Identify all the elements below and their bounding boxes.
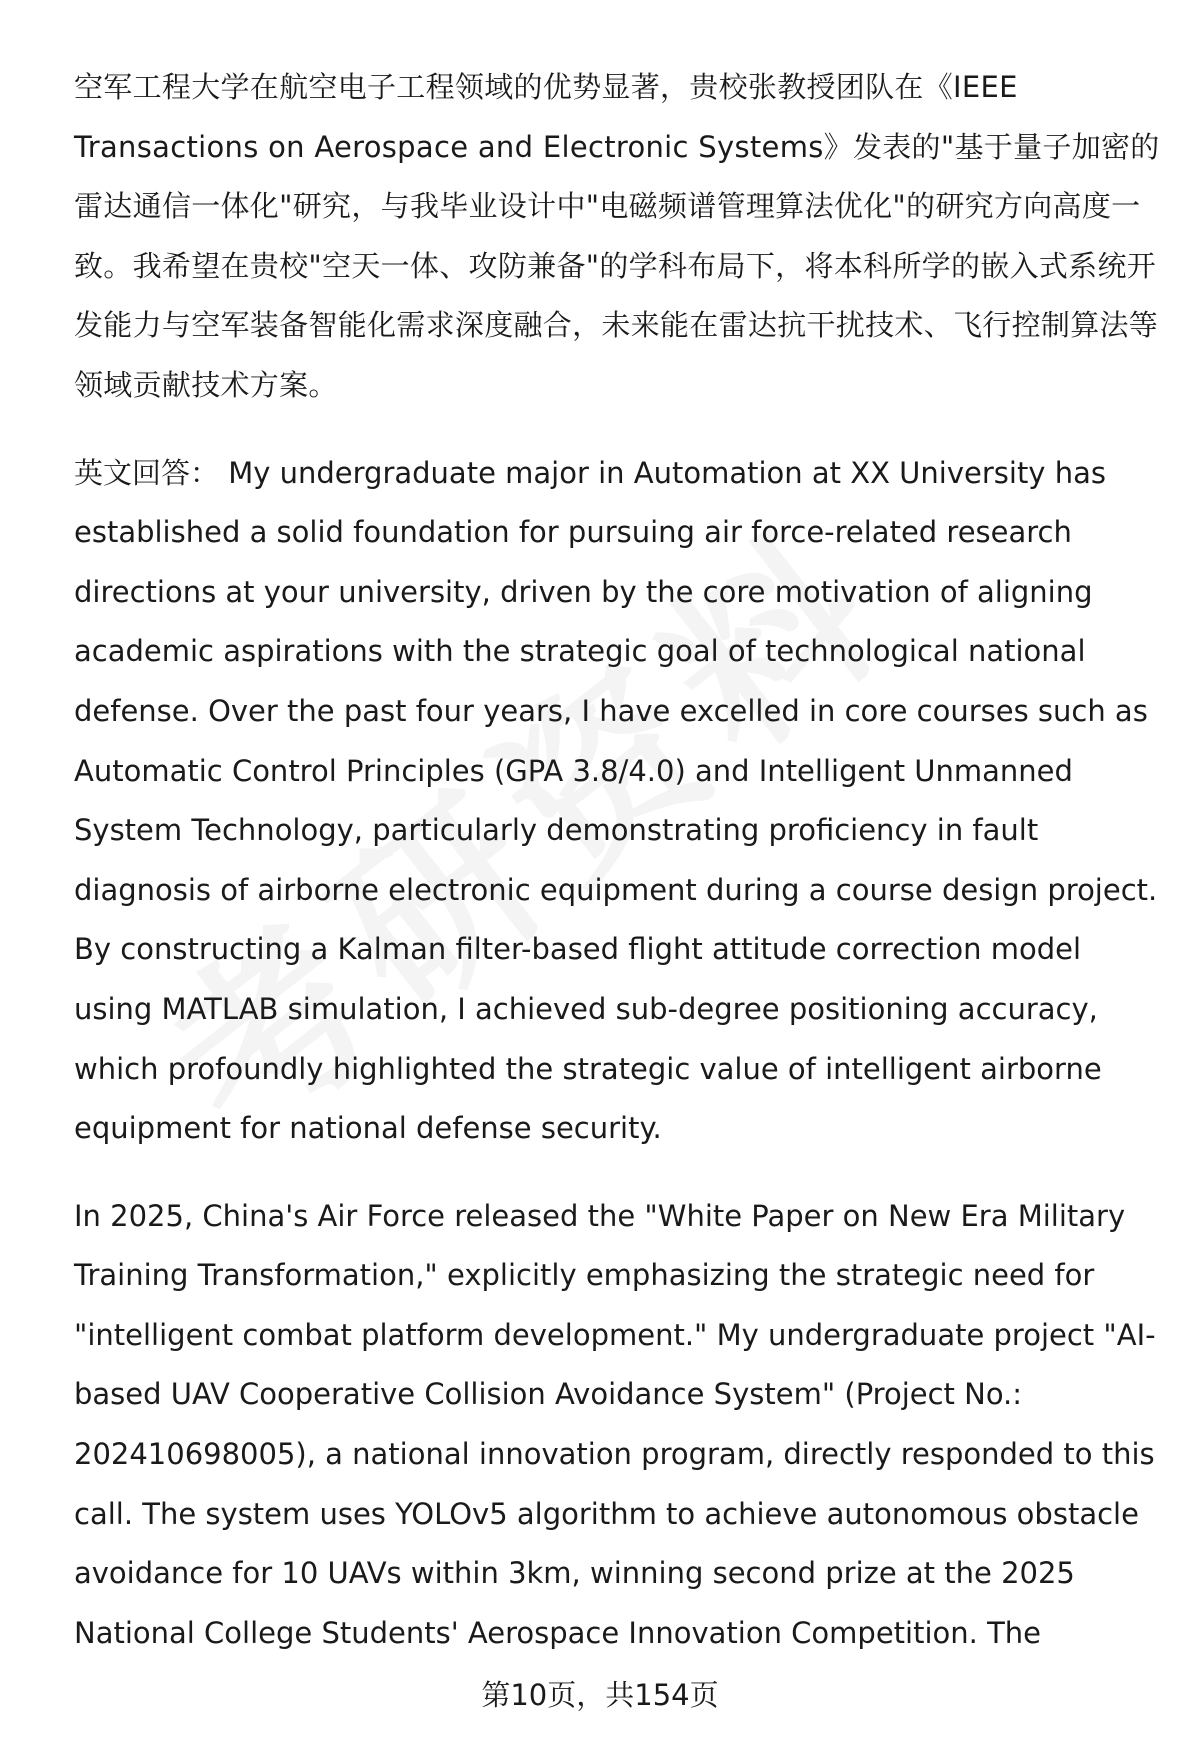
page-number: 第10页，共154页 — [481, 1678, 719, 1712]
paragraph-cn-motivation: 空军工程大学在航空电子工程领域的优势显著，贵校张教授团队在《IEEE Transactions on Aerospace and Electronic Systems》发表的"基于量子加密的雷达通信一体化"研究，与我毕业设计中"电磁频谱管理算法优化"的研究方向高度一致。我希望在贵校"空天一体、攻防兼备"的学科布局下，将本科所学的嵌入式系统开发能力与空军装备智能化需求深度融合，未来能在雷达抗干扰技术、飞行控制算法等领域贡献技术方案。 — [74, 70, 1160, 402]
paragraph-en-answer: 英文回答： My undergraduate major in Automation at XX University has established a solid foundation for pursuing air force-related research directions at your university, driven by the core motivation of aligning academic aspirations with the strategic goal of technological national defense. Over the past four years, I have excelled in core courses such as Automatic Control Principles (GPA 3.8/4.0) and Intelligent Unmanned System Technology, particularly demonstrating proficiency in fault diagnosis of airborne electronic equipment during a course design project. By constructing a Kalman filter-based flight attitude correction model using MATLAB simulation, I achieved sub-degree positioning accuracy, which profoundly highlighted the strategic value of intelligent airborne equipment for national defense security. — [74, 455, 1158, 1146]
document-body — [74, 58, 1164, 1691]
paragraph-en-2025: In 2025, China's Air Force released the "White Paper on New Era Military Training Transformation," explicitly emphasizing the strategic need for "intelligent combat platform development." My undergraduate project "AI-based UAV Cooperative Collision Avoidance System" (Project No.: 202410698005), a national innovation program, directly responded to this call. The system uses YOLOv5 algorithm to achieve autonomous obstacle avoidance for 10 UAVs within 3km, winning second prize at the 2025 National College Students' Aerospace Innovation Competition. The — [74, 1198, 1156, 1650]
